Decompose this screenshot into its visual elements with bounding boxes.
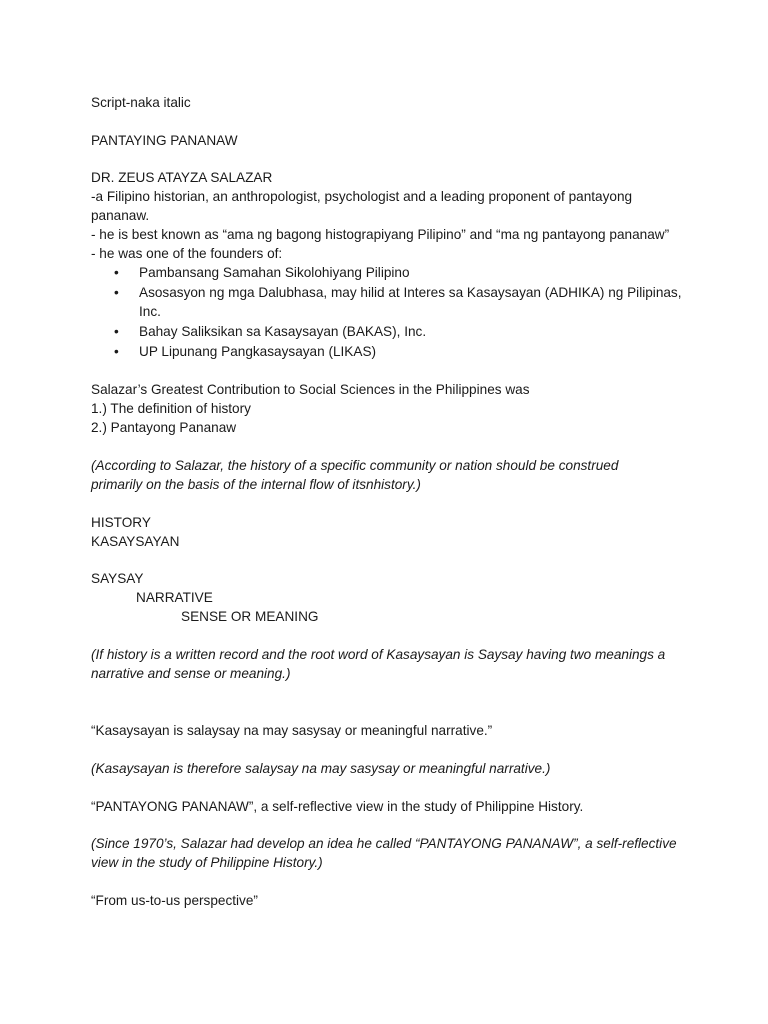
bio-line-1: -a Filipino historian, an anthropologist, psychologist and a leading proponent of pantayong [91,189,633,204]
list-item: Asosasyon ng mga Dalubhasa, may hilid at Interes sa Kasaysayan (ADHIKA) ng Pilipinas, [139,285,682,300]
script-note: Script-naka italic [91,95,191,110]
note-1-line-2: primarily on the basis of the internal flow of itsnhistory.) [91,477,421,492]
contribution-1: 1.) The definition of history [91,401,251,416]
quote-pantayong-pananaw: “PANTAYONG PANANAW”, a self-reflective view in the study of Philippine History. [91,799,584,814]
note-2-line-1: (If history is a written record and the root word of Kasaysayan is Saysay having two meanings a [91,647,666,662]
note-4-line-1: (Since 1970’s, Salazar had develop an idea he called “PANTAYONG PANANAW”, a self-reflective [91,836,677,851]
note-1-line-1: (According to Salazar, the history of a specific community or nation should be construed [91,458,619,473]
term-history: HISTORY [91,515,151,530]
bio-line-2: - he is best known as “ama ng bagong histograpiyang Pilipino” and “ma ng pantayong pananaw” [91,227,670,242]
note-4-line-2: view in the study of Philippine History.) [91,855,323,870]
bullet-icon: • [114,344,119,359]
bio-line-3: - he was one of the founders of: [91,246,283,261]
contribution-2: 2.) Pantayong Pananaw [91,420,237,435]
note-2-line-2: narrative and sense or meaning.) [91,666,291,681]
list-item: UP Lipunang Pangkasaysayan (LIKAS) [139,344,377,359]
bio-line-1-cont: pananaw. [91,208,150,223]
heading-pantaying-pananaw: PANTAYING PANANAW [91,133,238,148]
contribution-intro: Salazar’s Greatest Contribution to Social Sciences in the Philippines was [91,382,530,397]
list-item: Bahay Saliksikan sa Kasaysayan (BAKAS), Inc. [139,324,427,339]
bullet-icon: • [114,324,119,339]
bullet-icon: • [114,265,119,280]
note-3: (Kasaysayan is therefore salaysay na may sasysay or meaningful narrative.) [91,761,551,776]
term-sense-meaning: SENSE OR MEANING [181,609,319,624]
term-saysay: SAYSAY [91,571,144,586]
author-name: DR. ZEUS ATAYZA SALAZAR [91,170,273,185]
list-item: Pambansang Samahan Sikolohiyang Pilipino [139,265,410,280]
term-kasaysayan: KASAYSAYAN [91,534,180,549]
quote-perspective: “From us-to-us perspective” [91,893,258,908]
term-narrative: NARRATIVE [136,590,213,605]
bullet-icon: • [114,285,119,300]
quote-kasaysayan: “Kasaysayan is salaysay na may sasysay or meaningful narrative.” [91,723,493,738]
list-item-cont: Inc. [139,304,161,319]
